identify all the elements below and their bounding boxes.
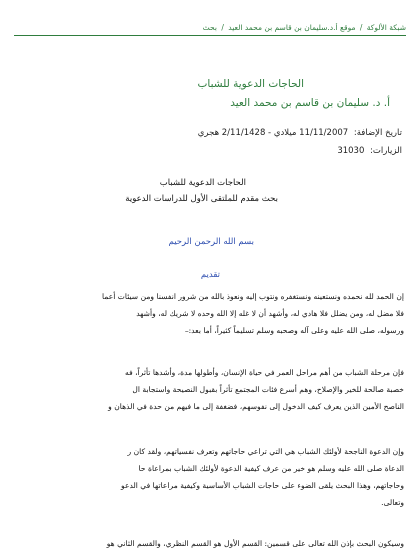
breadcrumb-link-author-site[interactable]: موقع أ.د.سليمان بن قاسم بن محمد العيد [228, 23, 356, 32]
paragraph-1 [12, 288, 404, 340]
breadcrumb [14, 23, 406, 33]
article-author-link[interactable]: أ. د. سليمان بن قاسم بن محمد العيد [230, 97, 390, 109]
paragraph-2 [12, 364, 404, 416]
document-subtitle: بحث مقدم للملتقى الأول للدراسات الدعوية [125, 194, 278, 204]
article-title: الحاجات الدعوية للشباب [197, 78, 304, 90]
document-title: الحاجات الدعوية للشباب [159, 178, 246, 188]
paragraph-4 [12, 535, 404, 555]
paragraph-line: وإن الدعوة الناجحة لأولئك الشباب هي التي تراعي حاجاتهم وتعرف نفسياتهم، ولقد كان ر [127, 447, 404, 456]
added-date-label: تاريخ الإضافة: [353, 128, 402, 138]
breadcrumb-separator: / [221, 23, 224, 32]
paragraph-line: فلا مضل له، ومن يضلل فلا هادي له، وأشهد أن لا غله إلا الله وحده لا شريك له، وأشهد [136, 309, 404, 318]
paragraph-3 [12, 443, 404, 513]
paragraph-line: فإن مرحلة الشباب من أهم مراحل العمر في حياة الإنسان، وأطولها مدة، وأشدها تأثراً، فه [125, 368, 404, 377]
visits-line [337, 146, 402, 156]
paragraph-line: وتعالى. [381, 498, 404, 507]
paragraph-line: الدعاة صلى الله عليه وسلم هو خير من عرف كيفية الدعوة لأولئك الشباب بمراعاة حا [138, 464, 404, 473]
breadcrumb-link-alukah[interactable]: شبكة الألوكة [366, 23, 406, 32]
paragraph-line: خصبة صالحة للخير والإصلاح، وهم أسرع فئات المجتمع تأثراً بقبول النصيحة واستجابة ال [132, 385, 404, 394]
added-date-line [198, 128, 402, 138]
paragraph-line: الناصح الأمين الذين يعرف كيف الدخول إلى نفوسهم، فضغفة إلى ما فيهم من حدة في الذهان و [108, 402, 404, 411]
breadcrumb-link-research[interactable]: بحث [202, 23, 217, 32]
visits-label: الزيارات: [370, 146, 402, 156]
paragraph-line: إن الحمد لله نحمده ونستعينه ونستغفره ونتوب إليه ونعوذ بالله من شرور انفسنا ومن سيئات أعما [102, 292, 404, 301]
paragraph-line: وحاجاتهم، وهذا البحث يلقى الضوء على حاجات الشباب الأساسية وكيفية مراعاتها في الدعو [121, 481, 404, 490]
visits-count: 31030 [337, 146, 365, 156]
breadcrumb-separator: / [359, 23, 363, 32]
paragraph-line: ورسوله، صلى الله عليه وعلى آله وصحبه وسلم تسليماً كثيراً، أما بعد:– [184, 326, 404, 335]
basmala: بسم الله الرحمن الرحيم [168, 237, 254, 247]
added-date-value: 11/11/2007 ميلادي - 2/11/1428 هجري [197, 128, 349, 138]
section-heading: تقديم [200, 270, 220, 280]
paragraph-line: وسيكون البحث بإذن الله تعالى على قسمين: القسم الأول هو القسم النظري، والقسم الثاني هو [106, 539, 404, 548]
header-divider [14, 35, 406, 36]
